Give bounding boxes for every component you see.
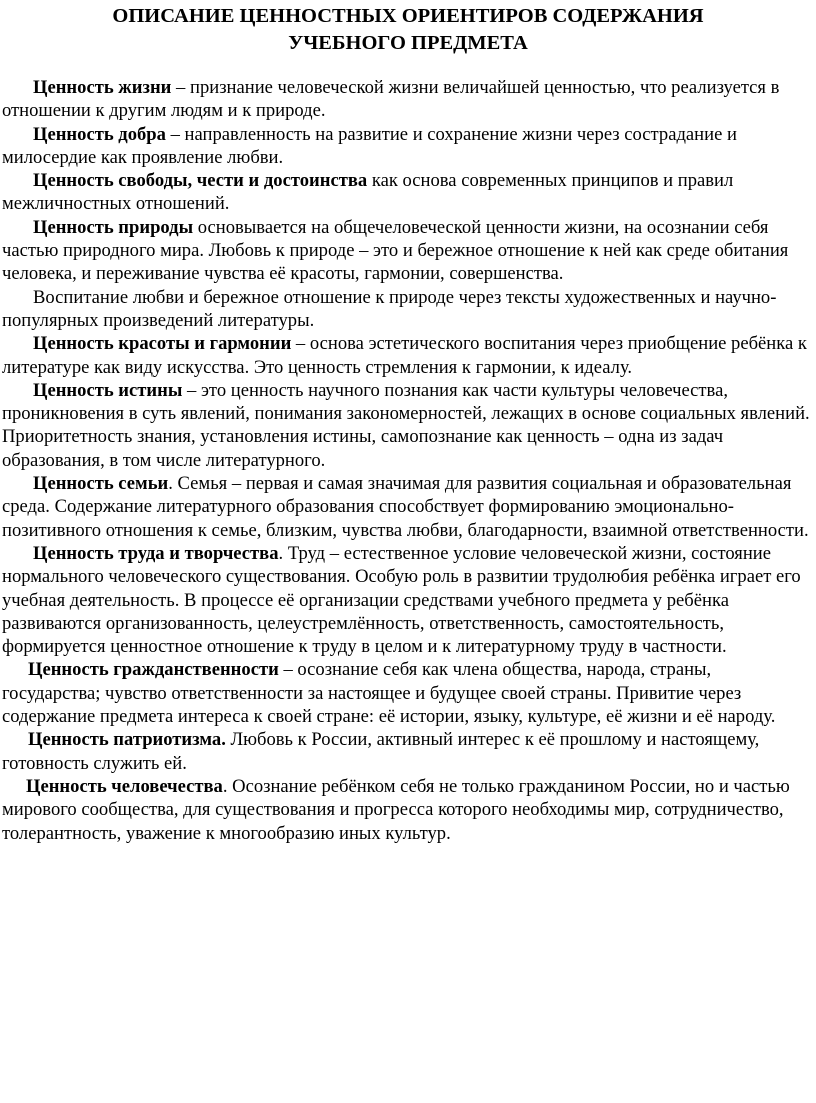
term-value-truth: Ценность истины [33,379,183,401]
term-value-humanity: Ценность человечества [26,775,223,797]
paragraph-value-good [2,123,812,170]
text-value-nature: основывается на общечеловеческой ценности жизни, на осознании себя частью природного мира. Любовь к природе – это и бережное отношение к ней как среде обитания человека, и переживание чувства её красоты, гармонии, совершенства. [2,216,789,285]
text-value-patriotism: Любовь к России, активный интерес к её прошлому и настоящему, готовность служить ей. [2,729,760,774]
text-value-good: – направленность на развитие и сохранение жизни через сострадание и милосердие как проявление любви. [2,123,737,168]
term-value-family: Ценность семьи [33,473,169,495]
paragraph-value-beauty [2,332,812,379]
paragraph-value-nature [2,216,812,286]
term-value-beauty: Ценность красоты и гармонии [33,333,292,355]
text-value-truth: – это ценность научного познания как части культуры человечества, проникновения в суть явлений, понимания закономерностей, лежащих в основе социальных явлений. Приоритетность знания, установления истины, самопознание как ценность – одна из задач образования, в том числе литературного. [2,379,810,471]
paragraph-nature-education [2,286,812,333]
paragraph-value-humanity [2,775,812,845]
term-value-freedom: Ценность свободы, чести и достоинства [33,170,368,192]
text-value-life: – признание человеческой жизни величайшей ценностью, что реализуется в отношении к другим людям и к природе. [2,77,780,122]
document-body [2,76,812,845]
paragraph-value-freedom [2,169,812,216]
text-value-freedom: как основа современных принципов и правил межличностных отношений. [2,170,734,215]
text-value-labor: . Труд – естественное условие человеческой жизни, состояние нормального человеческого существования. Особую роль в развитии трудолюбия ребёнка играет его учебная деятельность. В процессе её организации средствами учебного предмета у ребёнка развиваются организованность, целеустремлённость, ответственность, самостоятельность, формируется ценностное отношение к труду в целом и к литературному труду в частности. [2,542,801,658]
title-line-1: ОПИСАНИЕ ЦЕННОСТНЫХ ОРИЕНТИРОВ СОДЕРЖАНИЯ [112,5,704,27]
term-value-good: Ценность добра [33,123,166,145]
title-line-2: УЧЕБНОГО ПРЕДМЕТА [288,32,528,54]
paragraph-value-citizenship [2,658,812,728]
paragraph-value-truth [2,379,812,472]
term-value-life: Ценность жизни [33,77,172,98]
term-value-nature: Ценность природы [33,216,194,238]
paragraph-value-family [2,472,812,542]
paragraph-value-patriotism [2,728,812,775]
text-nature-education: Воспитание любви и бережное отношение к природе через тексты художественных и научно-популярных произведений литературы. [2,286,777,331]
term-value-citizenship: Ценность гражданственности [28,659,279,681]
text-value-humanity: . Осознание ребёнком себя не только гражданином России, но и частью мирового сообщества, для существования и прогресса которого необходимы мир, сотрудничество, толерантность, уважение к многообразию иных культур. [2,775,790,844]
document-title [100,3,716,57]
text-value-beauty: – основа эстетического воспитания через приобщение ребёнка к литературе как виду искусства. Это ценность стремления к гармонии, к идеалу. [2,333,807,378]
text-value-citizenship: – осознание себя как члена общества, народа, страны, государства; чувство ответственности за настоящее и будущее своей страны. Привитие через содержание предмета интереса к своей стране: её истории, языку, культуре, её жизни и её народу. [2,659,776,728]
paragraph-value-life [2,76,812,123]
paragraph-value-labor [2,542,812,658]
text-value-family: . Семья – первая и самая значимая для развития социальная и образовательная среда. Содержание литературного образования способствует формированию эмоционально-позитивного отношения к семье, близким, чувства любви, благодарности, взаимной ответственности. [2,473,809,541]
term-value-patriotism: Ценность патриотизма. [28,729,226,751]
term-value-labor: Ценность труда и творчества [33,542,279,564]
